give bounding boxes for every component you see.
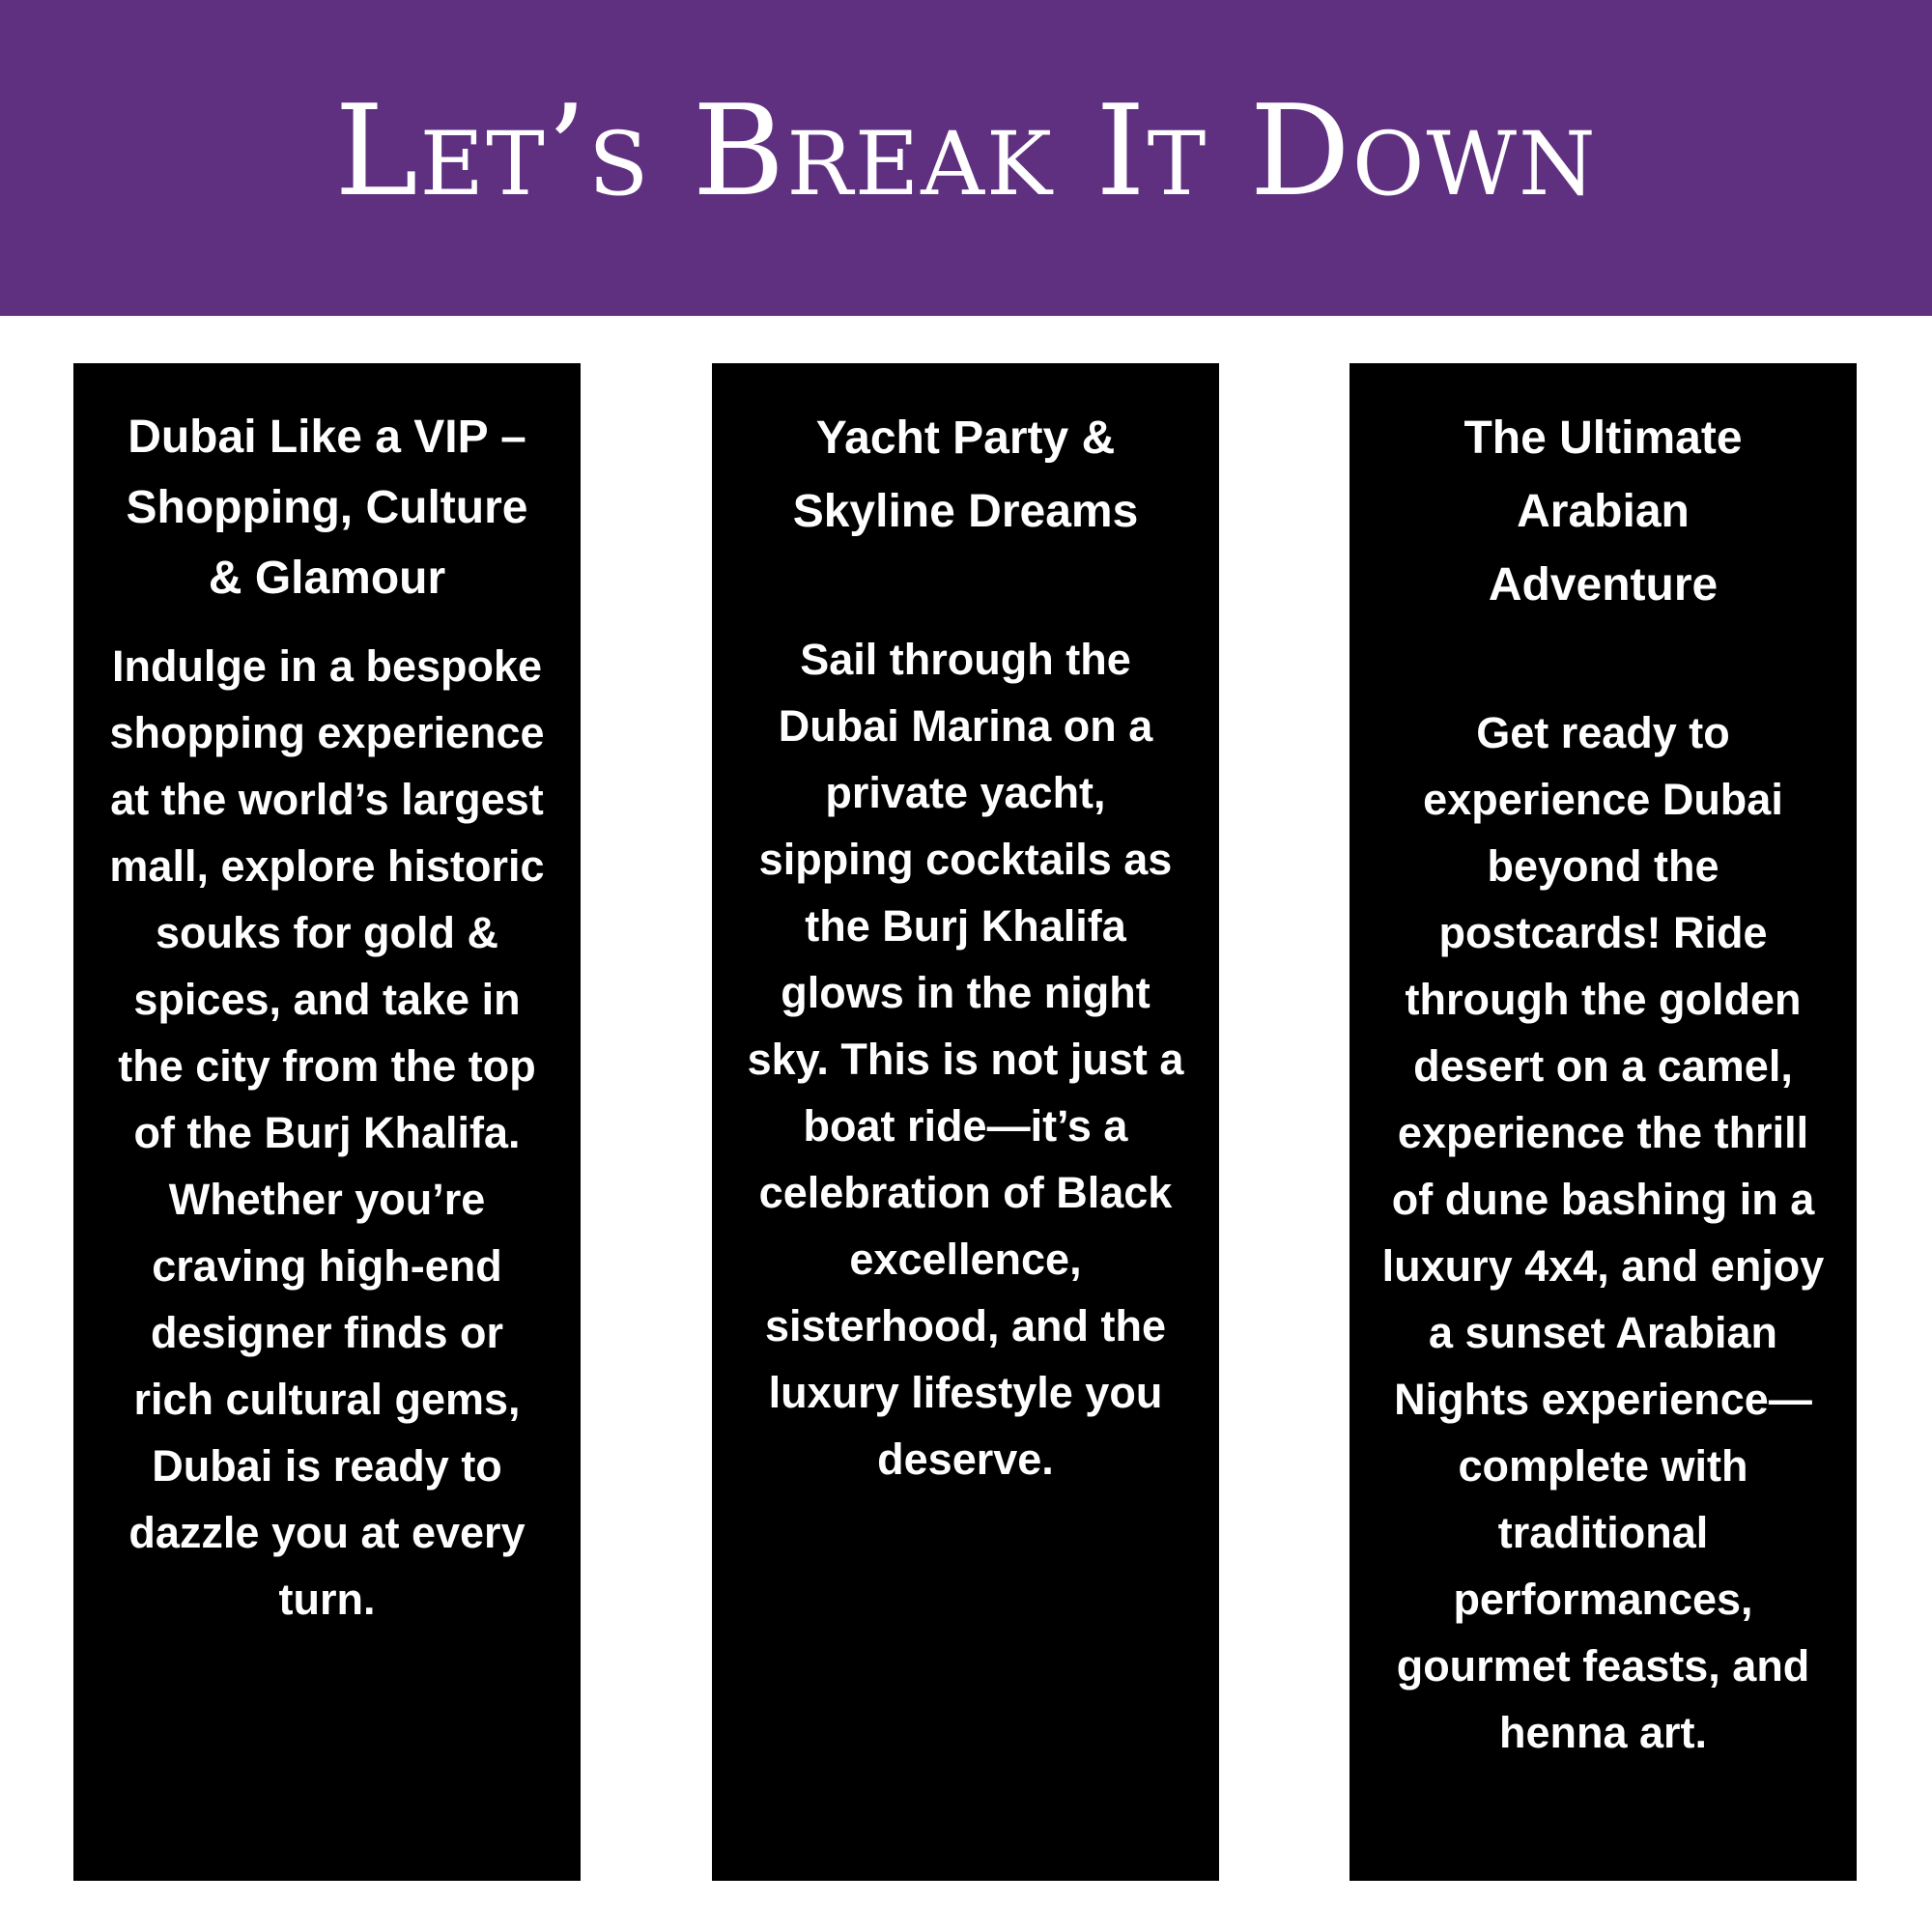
panel-title: Dubai Like a VIP – Shopping, Culture & Glamour	[126, 412, 528, 604]
header-banner	[0, 0, 1932, 316]
panel-title: Yacht Party & Skyline Dreams	[792, 412, 1139, 537]
panel-vip-shopping	[73, 363, 581, 1881]
page-title: Let’s Break It Down	[334, 76, 1598, 224]
panel-body: Get ready to experience Dubai beyond the postcards! Ride through the golden desert on a camel, experience the thrill of dune bashing in a luxury 4x4, and enjoy a sunset Arabian Nights experience—complete with traditional performances, gourmet feasts, and henna art.	[1381, 708, 1825, 1757]
panel-yacht-party	[712, 363, 1219, 1881]
panel-body: Indulge in a bespoke shopping experience at the world’s largest mall, explore historic souks for gold & spices, and take in the city from the top of the Burj Khalifa. Whether you’re craving high-end designer finds or rich cultural gems, Dubai is ready to dazzle you at every turn.	[109, 641, 545, 1624]
panel-title: The Ultimate Arabian Adventure	[1463, 412, 1743, 611]
panel-body: Sail through the Dubai Marina on a private yacht, sipping cocktails as the Burj Khalifa glows in the night sky. This is not just a boat ride—it’s a celebration of Black excellence, sisterhood, and the luxury lifestyle you deserve.	[747, 635, 1184, 1484]
panel-arabian-adventure	[1350, 363, 1857, 1881]
